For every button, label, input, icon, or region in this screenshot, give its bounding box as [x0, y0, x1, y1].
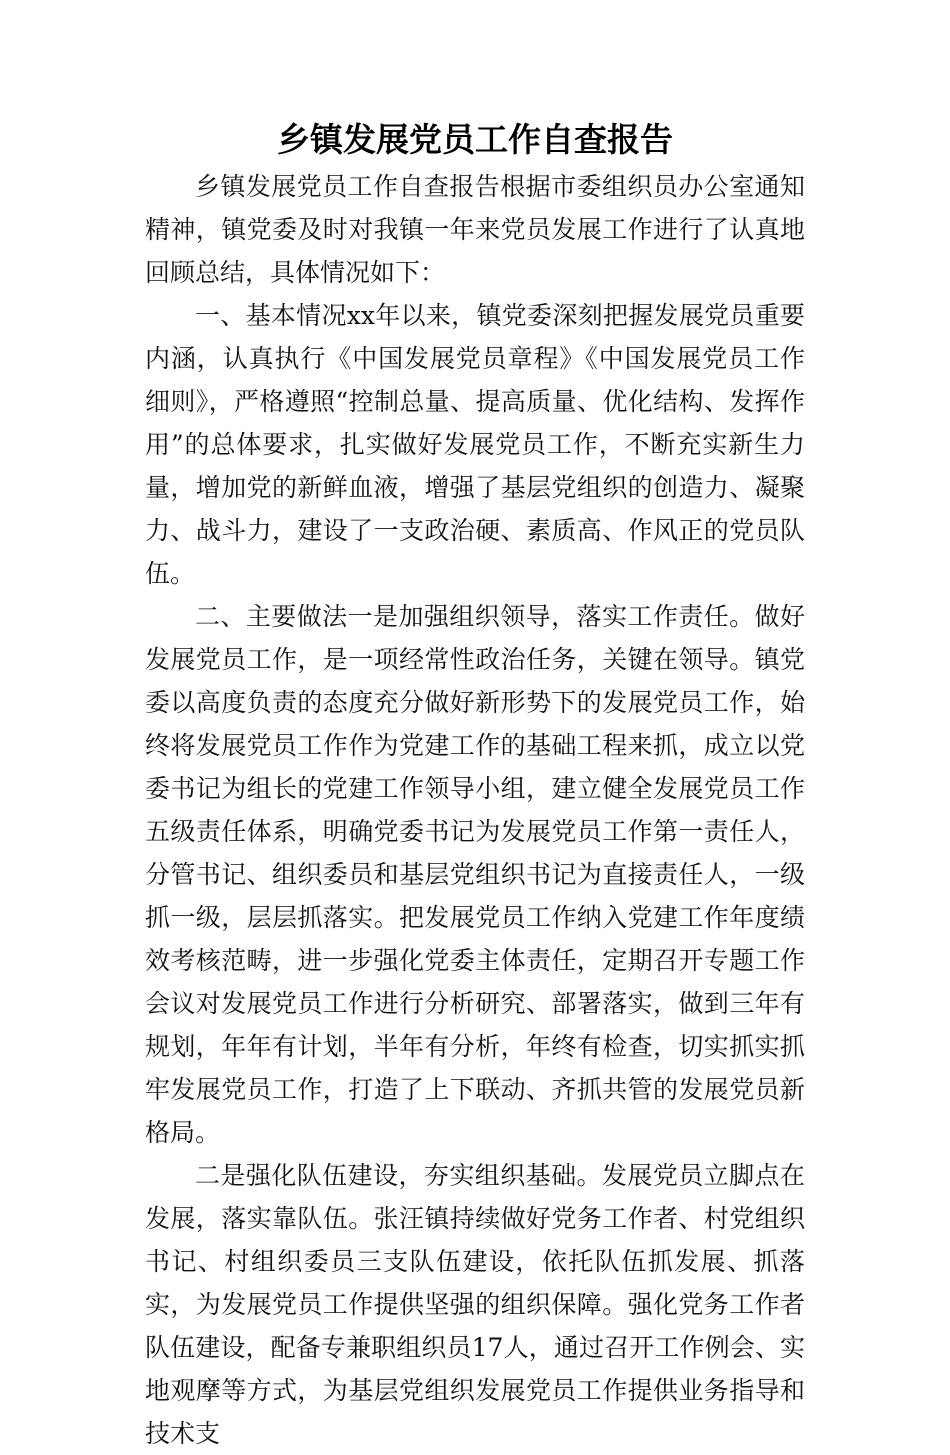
- paragraph-main-practices: 二、主要做法一是加强组织领导，落实工作责任。做好发展党员工作，是一项经常性政治任务，关键在领导。镇党委以高度负责的态度充分做好新形势下的发展党员工作，始终将发展党员工作作为党建工作的基础工程来抓，成立以党委书记为组长的党建工作领导小组，建立健全发展党员工作五级责任体系，明确党委书记为发展党员工作第一责任人，分管书记、组织委员和基层党组织书记为直接责任人，一级抓一级，层层抓落实。把发展党员工作纳入党建工作年度绩效考核范畴，进一步强化党委主体责任，定期召开专题工作会议对发展党员工作进行分析研究、部署落实，做到三年有规划，年年有计划，半年有分析，年终有检查，切实抓实抓牢发展党员工作，打造了上下联动、齐抓共管的发展党员新格局。: [145, 602, 805, 1147]
- paragraph-team-building: 二是强化队伍建设，夯实组织基础。发展党员立脚点在发展，落实靠队伍。张汪镇持续做好党务工作者、村党组织书记、村组织委员三支队伍建设，依托队伍抓发展、抓落实，为发展党员工作提供坚强的组织保障。强化党务工作者队伍建设，配备专兼职组织员17人，通过召开工作例会、实地观摩等方式，为基层党组织发展党员工作提供业务指导和技术支: [145, 1161, 805, 1448]
- document-body: [145, 165, 805, 1455]
- paragraph-intro: 乡镇发展党员工作自查报告根据市委组织员办公室通知精神，镇党委及时对我镇一年来党员发展工作进行了认真地回顾总结，具体情况如下：: [145, 172, 805, 287]
- paragraph-basic-situation: 一、基本情况xx年以来，镇党委深刻把握发展党员重要内涵，认真执行《中国发展党员章程》《中国发展党员工作细则》，严格遵照“控制总量、提高质量、优化结构、发挥作用”的总体要求，扎实做好发展党员工作，不断充实新生力量，增加党的新鲜血液，增强了基层党组织的创造力、凝聚力、战斗力，建设了一支政治硬、素质高、作风正的党员队伍。: [145, 301, 805, 588]
- document-title: 乡镇发展党员工作自查报告: [277, 120, 673, 159]
